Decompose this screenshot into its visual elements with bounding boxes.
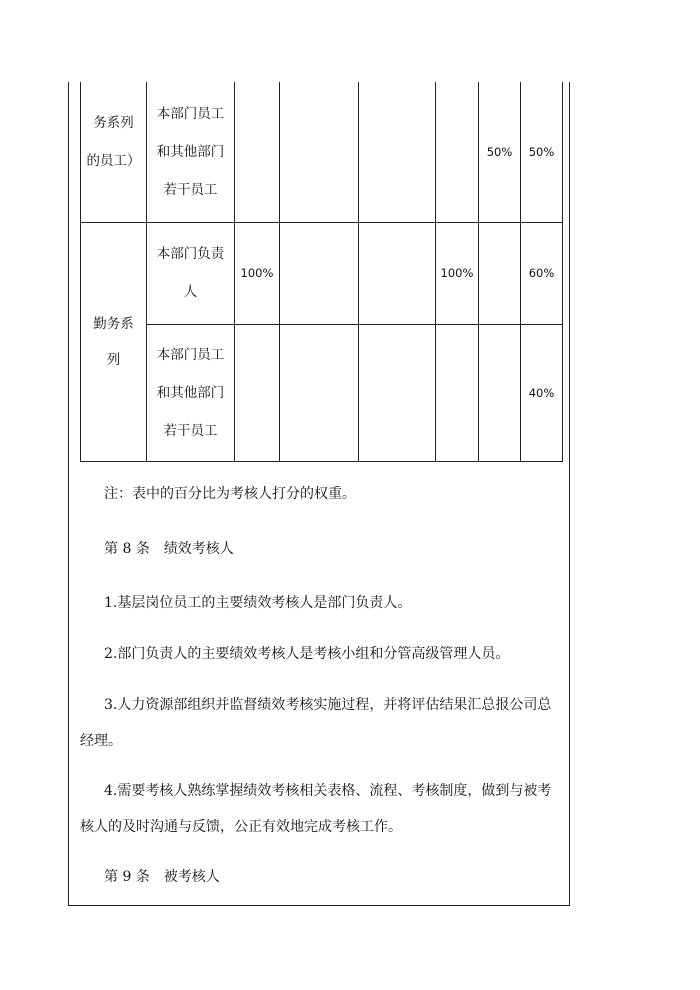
category-cell: 务系列 的员工） bbox=[81, 82, 147, 222]
table-row bbox=[81, 82, 563, 222]
table-row bbox=[81, 324, 563, 461]
weight-cell: 50% bbox=[479, 82, 521, 222]
weight-cell bbox=[479, 222, 521, 324]
table-row bbox=[81, 222, 563, 324]
weight-cell: 40% bbox=[521, 324, 563, 461]
article-8-item-3: 3.人力资源部组织并监督绩效考核实施过程，并将评估结果汇总报公司总经理。 bbox=[80, 697, 552, 749]
weight-cell: 60% bbox=[521, 222, 563, 324]
weight-cell: 100% bbox=[235, 222, 280, 324]
weight-cell: 50% bbox=[521, 82, 563, 222]
article-8-item-4: 4.需要考核人熟练掌握绩效考核相关表格、流程、考核制度，做到与被考核人的及时沟通与反馈，公正有效地完成考核工作。 bbox=[80, 783, 552, 835]
table-note: 注：表中的百分比为考核人打分的权重。 bbox=[104, 486, 356, 502]
weight-cell bbox=[235, 82, 280, 222]
weight-cell bbox=[280, 82, 359, 222]
role-cell: 本部门员工 和其他部门 若干员工 bbox=[147, 82, 235, 222]
article-8-heading: 第 8 条 绩效考核人 bbox=[104, 541, 234, 557]
article-8-item-2: 2.部门负责人的主要绩效考核人是考核小组和分管高级管理人员。 bbox=[104, 646, 510, 662]
weight-cell bbox=[479, 324, 521, 461]
weight-cell bbox=[436, 82, 479, 222]
weight-cell bbox=[359, 222, 436, 324]
weight-cell bbox=[359, 82, 436, 222]
weight-cell bbox=[280, 324, 359, 461]
role-cell: 本部门员工 和其他部门 若干员工 bbox=[147, 324, 235, 461]
weight-cell: 100% bbox=[436, 222, 479, 324]
weight-table bbox=[80, 82, 563, 462]
article-9-heading: 第 9 条 被考核人 bbox=[104, 869, 220, 885]
weight-cell bbox=[280, 222, 359, 324]
role-cell: 本部门负责 人 bbox=[147, 222, 235, 324]
weight-cell bbox=[436, 324, 479, 461]
weight-cell bbox=[235, 324, 280, 461]
article-8-item-1: 1.基层岗位员工的主要绩效考核人是部门负责人。 bbox=[104, 595, 412, 611]
category-cell: 勤务系 列 bbox=[81, 222, 147, 461]
weight-cell bbox=[359, 324, 436, 461]
